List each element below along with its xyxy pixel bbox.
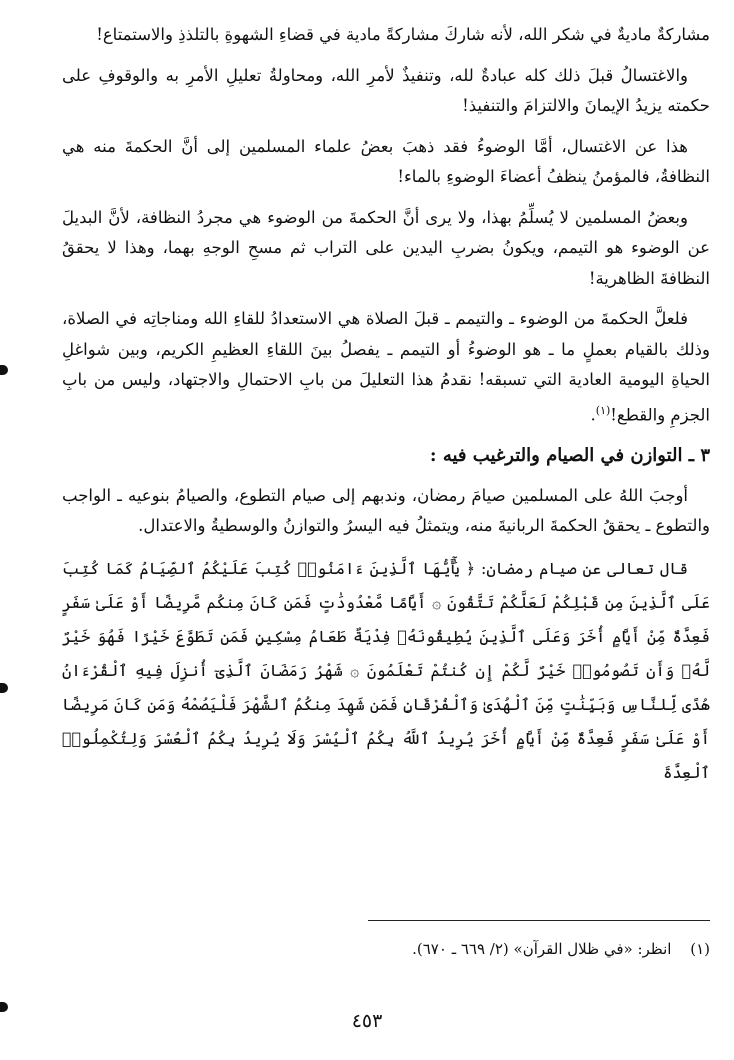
footnote-divider: [368, 920, 710, 921]
footnote-reference[interactable]: (١): [595, 403, 611, 417]
paragraph-wisdom: فلعلَّ الحكمةَ من الوضوء ـ والتيمم ـ قبلَ الصلاة هي الاستعدادُ للقاءِ الله ومناجاتِه في الصلاة، وذلك بالقيام بعملٍ ما ـ هو الوضوءُ أو التيمم ـ يفصلُ بينَ اللقاءِ العظيمِ الكريم، وبين شواغلِ الحياةِ اليومية العادية التي تسبقه! نقدمُ هذا التعليلَ من بابِ الاحتمالِ والاجتهاد، وليس من بابِ الجزمِ والقطع!$^{(١)}$.: [62, 309, 710, 424]
footnote-text: انظر: «في ظلال القرآن» (٢/ ٦٦٩ ـ ٦٧٠).: [412, 940, 672, 958]
paragraph-wudu: هذا عن الاغتسال، أمَّا الوضوءُ فقد ذهبَ بعضُ علماء المسلمين إلى أنَّ الحكمةَ منه هي النظافةُ، فالمؤمنُ ينظفُ أعضاءَ الوضوءِ بالماء!: [62, 136, 710, 186]
page-body: [62, 20, 710, 790]
page-edge-mark: [0, 365, 8, 375]
page-number: ٤٥٣: [351, 1010, 383, 1032]
footnote: [62, 940, 710, 958]
paragraph-ghusl: والاغتسالُ قبلَ ذلك كله عبادةٌ لله، وتنفيذٌ لأمرِ الله، ومحاولةُ تعليلِ الأمرِ به والوقوفِ على حكمته يزيدُ الإيمانَ والالتزامَ والتنفيذ!: [62, 65, 710, 115]
page-edge-mark: [0, 683, 8, 693]
footnote-number: (١): [690, 940, 710, 958]
paragraph-fasting: أوجبَ اللهُ على المسلمين صيامَ رمضان، وندبهم إلى صيام التطوع، والصيامُ بنوعيه ـ الواجب والتطوع ـ يحققُ الحكمةَ الربانيةَ منه، ويتمثلُ فيه اليسرُ والتوازنُ والوسطيةُ والاعتدال.: [62, 485, 710, 535]
quran-verses: ﴿ يَٰٓأَيُّهَا ٱلَّذِينَ ءَامَنُوا۟ كُتِبَ عَلَيْكُمُ ٱلصِّيَامُ كَمَا كُتِبَ عَلَى ٱلَّذِينَ مِن قَبْلِكُمْ لَعَلَّكُمْ تَتَّقُونَ ۞ أَيَّامًا مَّعْدُودَٰتٍ فَمَن كَانَ مِنكُم مَّرِيضًا أَوْ عَلَىٰ سَفَرٍ فَعِدَّةٌ مِّنْ أَيَّامٍ أُخَرَ وَعَلَى ٱلَّذِينَ يُطِيقُونَهُۥ فِدْيَةٌ طَعَامُ مِسْكِينٍ فَمَن تَطَوَّعَ خَيْرًا فَهُوَ خَيْرٌ لَّهُۥ وَأَن تَصُومُوا۟ خَيْرٌ لَّكُمْ إِن كُنتُمْ تَعْلَمُونَ ۞ شَهْرُ رَمَضَانَ ٱلَّذِىٓ أُنزِلَ فِيهِ ٱلْقُرْءَانُ هُدًى لِّلنَّاسِ وَبَيِّنَٰتٍ مِّنَ ٱلْهُدَىٰ وَٱلْفُرْقَانِ فَمَن شَهِدَ مِنكُمُ ٱلشَّهْرَ فَلْيَصُمْهُ وَمَن كَانَ مَرِيضًا أَوْ عَلَىٰ سَفَرٍ فَعِدَّةٌ مِّنْ أَيَّامٍ أُخَرَ يُرِيدُ ٱللَّهُ بِكُمُ ٱلْيُسْرَ وَلَا يُرِيدُ بِكُمُ ٱلْعُسْرَ وَلِتُكْمِلُوا۟ ٱلْعِدَّةَ: [62, 558, 710, 782]
quran-intro: قال تعالى عن صيام رمضان:: [480, 558, 689, 578]
paragraph-continuation: مشاركةٌ ماديةٌ في شكر الله، لأنه شاركَ مشاركةً مادية في قضاءِ الشهوةِ بالتلذذِ والاستمتاع!: [96, 25, 710, 44]
section-heading: ٣ ـ التوازن في الصيام والترغيب فيه :: [429, 444, 710, 466]
quran-quote: [62, 552, 710, 790]
paragraph-tayammum: وبعضُ المسلمين لا يُسلِّمُ بهذا، ولا يرى أنَّ الحكمةَ من الوضوء هي مجردُ النظافة، لأنَّ البديلَ عن الوضوء هو التيمم، ويكونُ بضربِ اليدين على التراب ثم مسحِ الوجهِ بهما، وهذا لا يحققُ النظافةَ الظاهرية!: [62, 207, 710, 288]
paragraph-wisdom-text: فلعلَّ الحكمةَ من الوضوء ـ والتيمم ـ قبلَ الصلاة هي الاستعدادُ للقاءِ الله ومناجاتِه في الصلاة، وذلك بالقيام بعملٍ ما ـ هو الوضوءُ أو التيمم ـ يفصلُ بينَ اللقاءِ العظيمِ الكريم، وبين شواغلِ الحياةِ اليومية العادية التي تسبقه! نقدمُ هذا التعليلَ من بابِ الاحتمالِ والاجتهاد، وليس من بابِ الجزمِ والقطع!: [62, 309, 710, 424]
